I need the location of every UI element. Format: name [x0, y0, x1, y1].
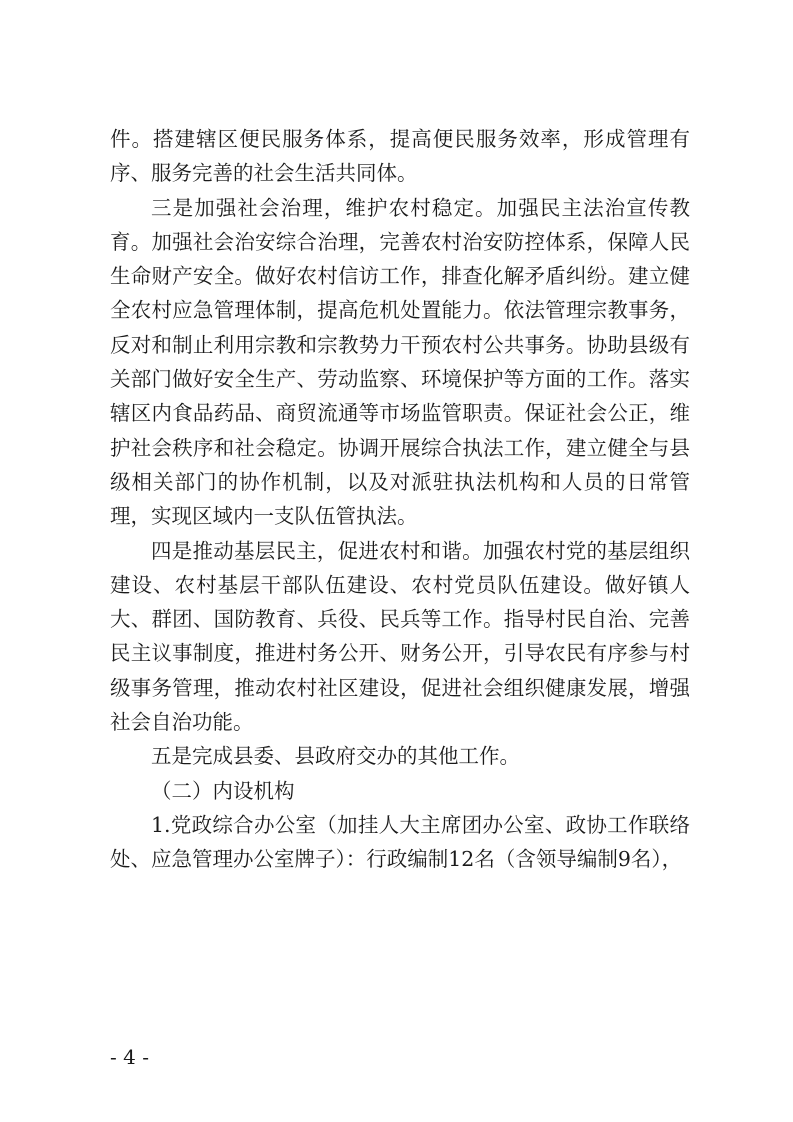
paragraph-other-work: 五是完成县委、县政府交办的其他工作。	[151, 744, 520, 769]
page-number: - 4 -	[110, 1045, 149, 1069]
body-text	[110, 122, 690, 877]
paragraph-continuation: 件。搭建辖区便民服务体系，提高便民服务效率，形成管理有序、服务完善的社会生活共同体。	[110, 127, 690, 186]
paragraph-office-item-1: 1.党政综合办公室（加挂人大主席团办公室、政协工作联络处、应急管理办公室牌子）：行政编制12名（含领导编制9名），	[110, 812, 690, 872]
section-heading-internal-institutions: （二）内设机构	[151, 778, 295, 803]
paragraph-social-governance: 三是加强社会治理，维护农村稳定。加强民主法治宣传教育。加强社会治安综合治理，完善农村治安防控体系，保障人民生命财产安全。做好农村信访工作，排查化解矛盾纠纷。建立健全农村应急管理体制，提高危机处置能力。依法管理宗教事务，反对和制止利用宗教和宗教势力干预农村公共事务。协助县级有关部门做好安全生产、劳动监察、环境保护等方面的工作。落实辖区内食品药品、商贸流通等市场监管职责。保证社会公正，维护社会秩序和社会稳定。协调开展综合执法工作，建立健全与县级相关部门的协作机制，以及对派驻执法机构和人员的日常管理，实现区域内一支队伍管执法。	[110, 195, 690, 529]
paragraph-grassroots-democracy: 四是推动基层民主，促进农村和谐。加强农村党的基层组织建设、农村基层干部队伍建设、农村党员队伍建设。做好镇人大、群团、国防教育、兵役、民兵等工作。指导村民自治、完善民主议事制度，推进村务公开、财务公开，引导农民有序参与村级事务管理，推动农村社区建设，促进社会组织健康发展，增强社会自治功能。	[110, 538, 690, 735]
